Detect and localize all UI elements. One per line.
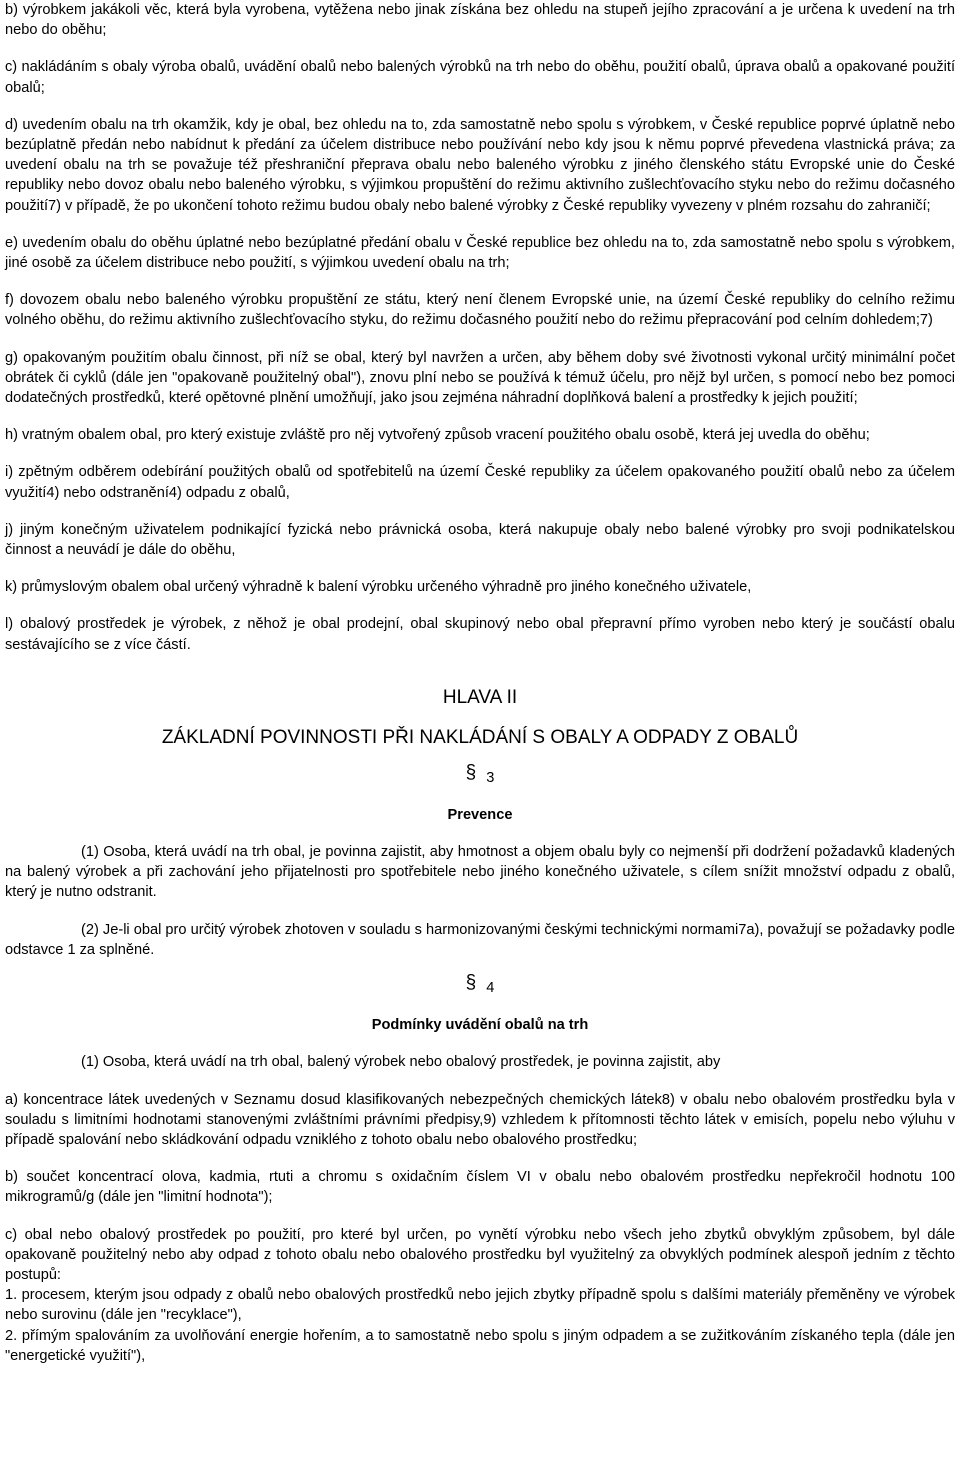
section-4-item-c-2: 2. přímým spalováním za uvolňování energie hořením, a to samostatně nebo spolu s jiným odpadem a se zužitkováním získaného tepla (dále jen "energetické využití"), [5, 1327, 955, 1364]
chapter-label: HLAVA II [442, 686, 518, 708]
definition-d: d) uvedením obalu na trh okamžik, kdy je obal, bez ohledu na to, zda samostatně nebo spolu s výrobkem, v České republice poprvé úplatně nebo bezúplatně předán nebo nabídnut k předání za účelem distribuce nebo používání nebo kdy jsou k němu poprvé převedena vlastnická práva; za uvedení obalu na trh se považuje též přeshraniční přeprava obalu nebo baleného výrobku z jiného členského státu Evropské unie do České republiky nebo dovoz obalu nebo baleného výrobku, s výjimkou propuštění do režimu aktivního zušlechťovacího styku nebo do režimu dočasného použití7) v případě, že po ukončení tohoto režimu budou obaly nebo balené výrobky z České republiky vyvezeny v plném rozsahu do zahraničí; [5, 116, 955, 214]
definition-e: e) uvedením obalu do oběhu úplatné nebo bezúplatné předání obalu v České republice bez ohledu na to, zda samostatně nebo spolu s výrobkem, jiné osobě za účelem distribuce nebo použití, s výjimkou uvedení obalu na trh; [5, 234, 955, 272]
definition-c: c) nakládáním s obaly výroba obalů, uvádění obalů nebo balených výrobků na trh nebo do oběhu, použití obalů, úprava obalů a opakované použití obalů; [5, 59, 955, 96]
section-symbol: § [465, 761, 477, 783]
section-4-number [5, 972, 955, 999]
section-4-item-b: b) součet koncentrací olova, kadmia, rtuti a chromu s oxidačním číslem VI v obalu nebo obalovém prostředku nepřekročil hodnotu 100 mikrogramů/g (dále jen "limitní hodnota"); [5, 1169, 955, 1206]
definition-i: i) zpětným odběrem odebírání použitých obalů od spotřebitelů na území České republiky za účelem opakovaného použití obalů nebo za účelem využití4) nebo odstranění4) odpadu z obalů, [5, 464, 955, 501]
definition-k: k) průmyslovým obalem obal určený výhradně k balení výrobku určeného výhradně pro jiného konečného uživatele, [5, 579, 752, 596]
definition-j: j) jiným konečným uživatelem podnikající fyzická nebo právnická osoba, která nakupuje obaly nebo balené výrobky pro svoji podnikatelskou činnost a neuvádí je dále do oběhu, [5, 521, 955, 559]
section-3-number-value: 3 [486, 769, 495, 786]
section-4-item-c: c) obal nebo obalový prostředek po použití, pro které byl určen, po vynětí výrobku nebo všech jeho zbytků obvyklým způsobem, byl dále opakovaně použitelný nebo aby odpad z tohoto obalu nebo obalového prostředku byl využitelný za obvyklých podmínek alespoň jedním z těchto postupů: [5, 1226, 955, 1283]
section-3-title: Prevence [447, 806, 513, 823]
section-3-paragraph-2: (2) Je-li obal pro určitý výrobek zhotoven v souladu s harmonizovanými českými technickými normami7a), považují se požadavky podle odstavce 1 za splněné. [5, 921, 955, 958]
section-4-number-value: 4 [486, 980, 495, 997]
chapter-title: ZÁKLADNÍ POVINNOSTI PŘI NAKLÁDÁNÍ S OBALY A ODPADY Z OBALŮ [161, 726, 799, 748]
section-4-item-c-block [5, 1225, 955, 1366]
definition-h: h) vratným obalem obal, pro který existuje zvláště pro něj vytvořený způsob vracení použitého obalu osobě, která jej uvedla do oběhu; [5, 427, 870, 444]
definition-f: f) dovozem obalu nebo baleného výrobku propuštění ze státu, který není členem Evropské unie, na území České republiky do celního režimu volného oběhu, do režimu aktivního zušlechťovacího styku, do režimu dočasného použití nebo do režimu přepracování pod celním dohledem;7) [5, 292, 955, 329]
section-4-item-a: a) koncentrace látek uvedených v Seznamu dosud klasifikovaných nebezpečných chemických látek8) v obalu nebo obalovém prostředku byla v souladu s limitními hodnotami stanovenými zvláštními právními předpisy,9) vzhledem k přítomnosti těchto látek v emisích, popelu nebo výluhu v případě spalování nebo skládkování odpadu vzniklého z tohoto obalu nebo obalového prostředku; [5, 1091, 955, 1148]
definition-b: b) výrobkem jakákoli věc, která byla vyrobena, vytěžena nebo jinak získána bez ohledu na stupeň jejího zpracování a je určena k uvedení na trh nebo do oběhu; [5, 2, 955, 39]
section-4-title: Podmínky uvádění obalů na trh [371, 1017, 589, 1034]
section-3-number [5, 761, 955, 789]
section-4-intro: (1) Osoba, která uvádí na trh obal, balený výrobek nebo obalový prostředek, je povinna zajistit, aby [81, 1054, 721, 1071]
section-3-paragraph-1: (1) Osoba, která uvádí na trh obal, je povinna zajistit, aby hmotnost a objem obalu byly co nejmenší při dodržení požadavků kladených na balený výrobek a při zachování jeho přijatelnosti pro spotřebitele nebo jiného konečného uživatele, s cílem snížit množství odpadu z obalů, který je nutno odstranit. [5, 844, 955, 901]
definition-l: l) obalový prostředek je výrobek, z něhož je obal prodejní, obal skupinový nebo obal přepravní přímo vyroben nebo který je součástí obalu sestávajícího se z více částí. [5, 616, 955, 653]
definition-g: g) opakovaným použitím obalu činnost, při níž se obal, který byl navržen a určen, aby během doby své životnosti vykonal určitý minimální počet obrátek či cyklů (dále jen "opakovaně použitelný obal"), znovu plní nebo se používá k témuž účelu, pro nějž byl určen, s pomocí nebo bez pomoci dodatečných prostředků, které opětovné plnění umožňují, jako jsou zejména náhradní doplňková balení a prostředky k jejich použití; [5, 349, 955, 407]
section-4-item-c-1: 1. procesem, kterým jsou odpady z obalů nebo obalových prostředků nebo jejich zbytky případně spolu s dalšími materiály přeměněny ve výrobek nebo surovinu (dále jen "recyklace"), [5, 1287, 955, 1324]
section-symbol: § [465, 972, 477, 994]
